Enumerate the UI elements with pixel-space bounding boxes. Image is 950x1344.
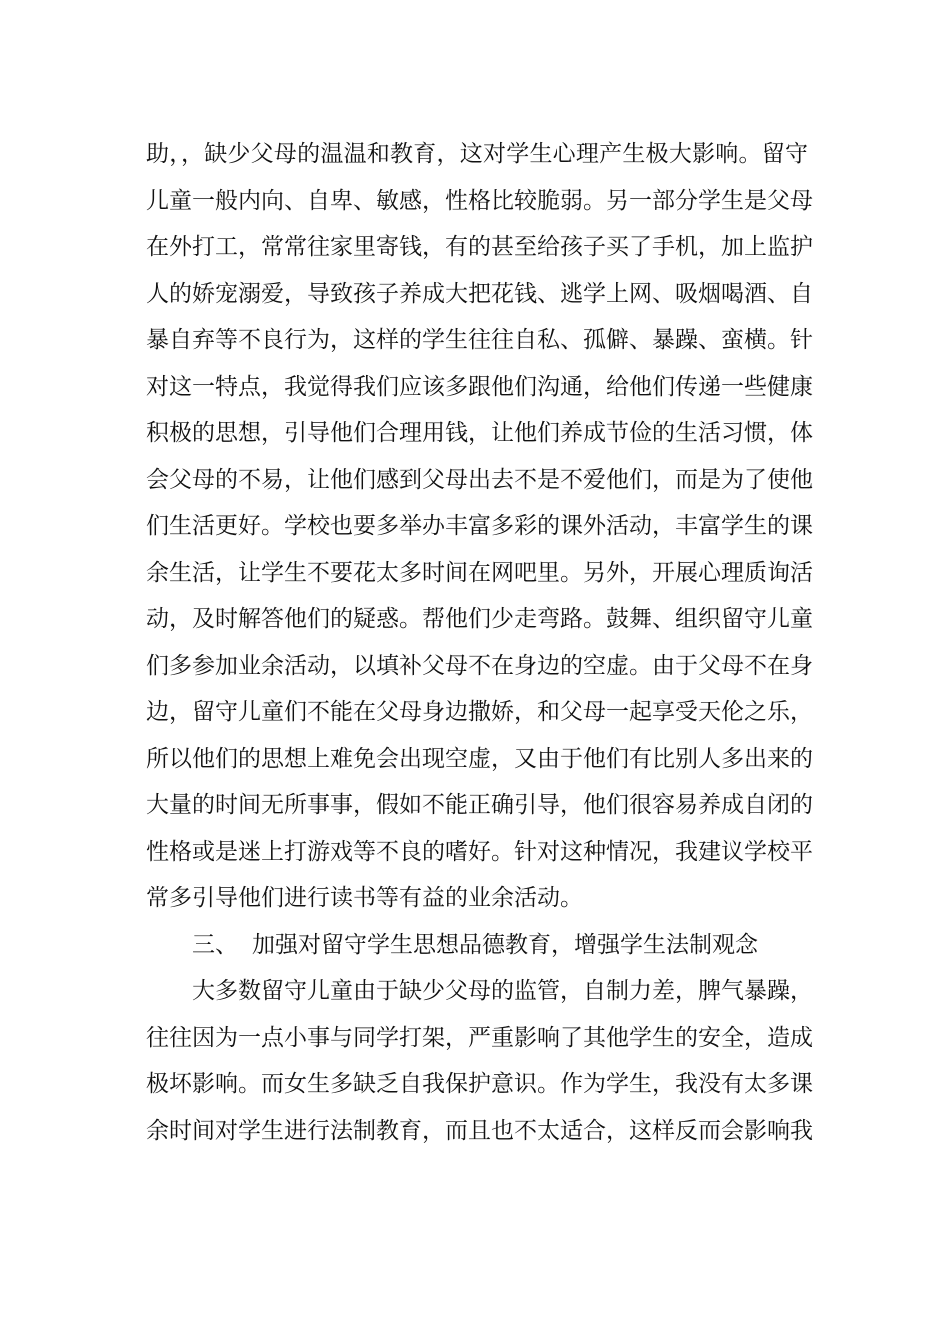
paragraph-line: 极坏影响。而女生多缺乏自我保护意识。作为学生，我没有太多课 (146, 1071, 813, 1097)
paragraph-line: 余时间对学生进行法制教育，而且也不太适合，这样反而会影响我 (146, 1117, 813, 1144)
section-heading-number: 三、 (192, 931, 238, 958)
paragraph-line: 们生活更好。学校也要多举办丰富多彩的课外活动，丰富学生的课 (146, 513, 813, 539)
paragraph-line: 人的娇宠溺爱，导致孩子养成大把花钱、逃学上网、吸烟喝酒、自 (146, 280, 813, 307)
paragraph-line: 会父母的不易，让他们感到父母出去不是不爱他们，而是为了使他 (146, 466, 813, 493)
paragraph-line: 常多引导他们进行读书等有益的业余活动。 (146, 885, 583, 911)
section-heading-text: 加强对留守学生思想品德教育，增强学生法制观念 (252, 931, 758, 958)
section-heading (146, 922, 808, 969)
paragraph-line: 往往因为一点小事与同学打架，严重影响了其他学生的安全，造成 (146, 1024, 813, 1051)
paragraph-line: 所以他们的思想上难免会出现空虚，又由于他们有比别人多出来的 (146, 745, 813, 772)
paragraph-line: 助，，缺少父母的温温和教育，这对学生心理产生极大影响。留守 (146, 141, 808, 167)
paragraph-line: 动，及时解答他们的疑惑。帮他们少走弯路。鼓舞、组织留守儿童 (146, 606, 813, 632)
paragraph-line: 在外打工，常常往家里寄钱，有的甚至给孩子买了手机，加上监护 (146, 234, 813, 260)
paragraph-line: 对这一特点，我觉得我们应该多跟他们沟通，给他们传递一些健康 (146, 373, 813, 400)
paragraph-line: 大量的时间无所事事，假如不能正确引导，他们很容易养成自闭的 (146, 792, 813, 818)
paragraph-line: 性格或是迷上打游戏等不良的嗜好。针对这种情况，我建议学校平 (146, 838, 813, 865)
paragraph-line: 儿童一般内向、自卑、敏感，性格比较脆弱。另一部分学生是父母 (146, 187, 813, 214)
paragraph-line: 余生活，让学生不要花太多时间在网吧里。另外，开展心理质询活 (146, 559, 813, 586)
document-body (146, 131, 813, 1154)
paragraph-line: 们多参加业余活动，以填补父母不在身边的空虚。由于父母不在身 (146, 652, 813, 679)
paragraph-line: 暴自弃等不良行为，这样的学生往往自私、孤僻、暴躁、蛮横。针 (146, 327, 813, 353)
paragraph-line: 边，留守儿童们不能在父母身边撒娇，和父母一起享受天伦之乐， (146, 699, 813, 725)
paragraph-line: 积极的思想，引导他们合理用钱，让他们养成节俭的生活习惯，体 (146, 420, 813, 446)
paragraph-line: 大多数留守儿童由于缺少父母的监管，自制力差，脾气暴躁， (192, 978, 813, 1004)
